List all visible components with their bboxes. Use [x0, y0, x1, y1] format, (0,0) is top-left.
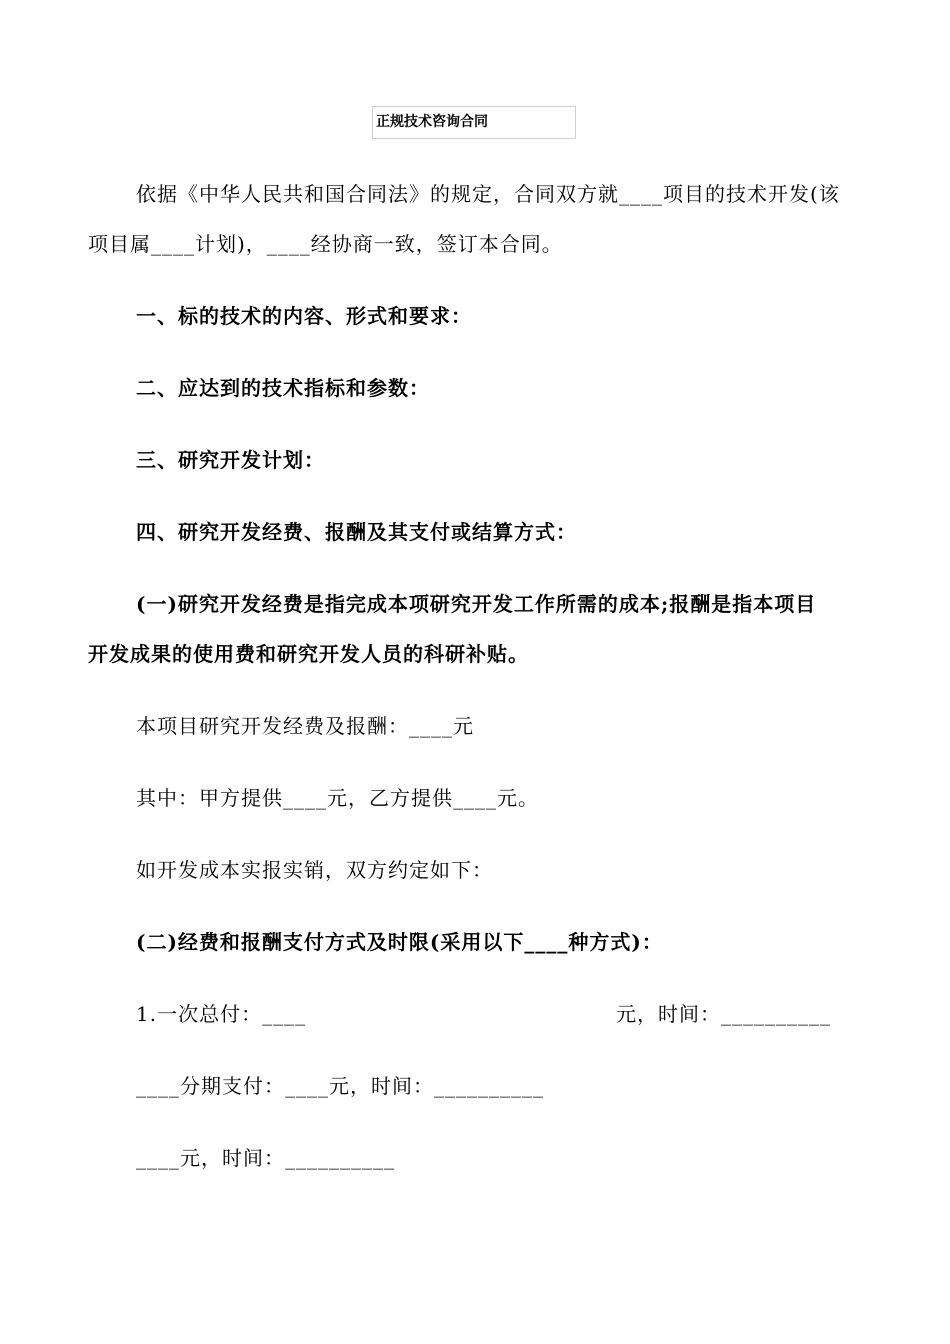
clause-1-line-2: 开发成果的使用费和研究开发人员的科研补贴。 [88, 642, 529, 666]
clause-1-line-1: (一)研究开发经费是指完成本项研究开发工作所需的成本;报酬是指本项目 [136, 592, 817, 616]
payment-lump-sum-amount: 1.一次总付：____ [136, 1002, 307, 1026]
payment-installment: ____分期支付：____元，时间：__________ [136, 1074, 544, 1098]
funding-split: 其中：甲方提供____元，乙方提供____元。 [136, 786, 539, 810]
section-heading-3: 三、研究开发计划： [136, 448, 325, 472]
clause-2-heading: (二)经费和报酬支付方式及时限(采用以下____种方式)： [136, 930, 663, 954]
intro-line-1: 依据《中华人民共和国合同法》的规定，合同双方就____项目的技术开发(该 [136, 182, 840, 206]
section-heading-2: 二、应达到的技术指标和参数： [136, 376, 430, 400]
payment-installment-2: ____元，时间：__________ [136, 1146, 395, 1170]
funding-total: 本项目研究开发经费及报酬：____元 [136, 714, 474, 738]
section-heading-4: 四、研究开发经费、报酬及其支付或结算方式： [136, 520, 577, 544]
funding-actual-cost: 如开发成本实报实销，双方约定如下： [136, 858, 493, 882]
document-title: 正规技术咨询合同 [372, 106, 576, 139]
payment-lump-sum-time: 元，时间：__________ [616, 1002, 831, 1026]
intro-line-2: 项目属____计划)，____经协商一致，签订本合同。 [88, 232, 563, 256]
section-heading-1: 一、标的技术的内容、形式和要求： [136, 304, 472, 328]
